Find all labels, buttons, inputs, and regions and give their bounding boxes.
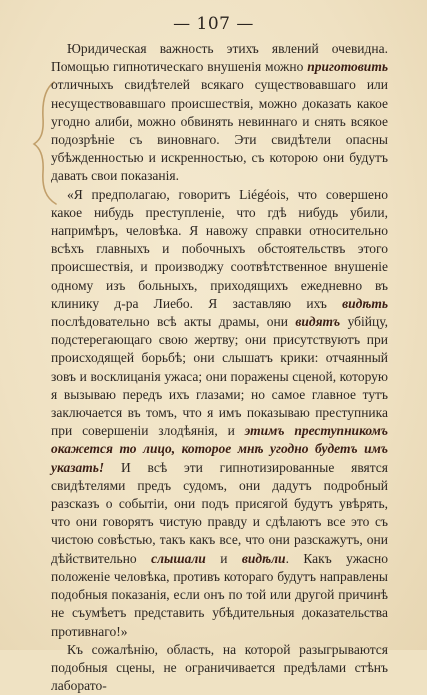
emphasis-segment: приготовить xyxy=(307,59,388,75)
text-segment: убійцу, подстерегающаго свою жертву; они присутствуютъ при происходящей борьбѣ; они слышатъ крики: отчаянный зовъ и восклицанія ужаса; они поражены сценой, которую я вызываю передъ ихъ глазами; но самое главное тутъ заключается въ томъ, что я имъ показываю преступника при совершеніи злодѣянія, и xyxy=(51,314,388,439)
text-segment: И всѣ эти гипнотизированные явятся свидѣтелями предъ судомъ, они дадутъ подробный разсказъ о событіи, они подъ присягой будутъ увѣрять, что они говорятъ чистую правду и сдѣлаютъ все это съ чистою совѣстью, такъ какъ все, что они разскажутъ, они дѣйствительно xyxy=(51,459,388,566)
text-segment: послѣдовательно всѣ акты драмы, они xyxy=(51,314,296,330)
emphasis-segment: видѣть xyxy=(342,295,388,311)
text-segment: Къ сожалѣнію, область, на которой разыгрываются подобныя сцены, не ограничивается предѣлами стѣнъ лаборато- xyxy=(51,641,388,694)
text-segment: «Я предполагаю, говоритъ Liégéois, что совершено какое нибудь преступленіе, что гдѣ нибудь убили, напримѣръ, человѣка. Я навожу справки относительно всѣхъ главныхъ и побочныхъ обстоятельствъ этого происшествія, и производжу соотвѣтственное внушеніе одному изъ больныхъ, приходящихъ ежедневно въ клинику д-ра Лиебо. Я заставляю ихъ xyxy=(51,186,388,311)
paragraph-2 xyxy=(51,186,388,641)
paragraph-1 xyxy=(51,40,388,186)
page-number: — 107 — xyxy=(173,14,254,34)
emphasis-segment: слышали xyxy=(151,550,206,566)
text-segment: . Какъ ужасно положеніе человѣка, противъ котораго будутъ направлены подобныя показанія, если онъ по той или другой причинѣ не съумѣетъ представить убѣдительныя доказательства противнаго!» xyxy=(51,550,388,639)
text-segment: Юридическая важность этихъ явлений очевидна. Помощью гипнотическаго внушенія можно xyxy=(51,41,388,75)
text-segment: отличныхъ свидѣтелей всякаго существовавшаго или несуществовавшаго происшествія, можно доказать какое угодно алиби, можно обвинять невиннаго и снять всякое подозрѣніе съ виновнаго. Эти свидѣтели опасны убѣжденностью и искренностью, съ которою они будутъ давать свои показанія. xyxy=(51,77,388,184)
text-segment: и xyxy=(205,550,242,566)
emphasis-segment: видѣли xyxy=(241,550,286,566)
emphasis-segment: видятъ xyxy=(295,314,341,330)
paragraph-3 xyxy=(51,641,388,695)
body-text xyxy=(51,40,388,695)
emphasis-segment: этимъ преступникомъ окажется то лицо, которое мнѣ угодно будетъ имъ указать! xyxy=(51,423,388,475)
